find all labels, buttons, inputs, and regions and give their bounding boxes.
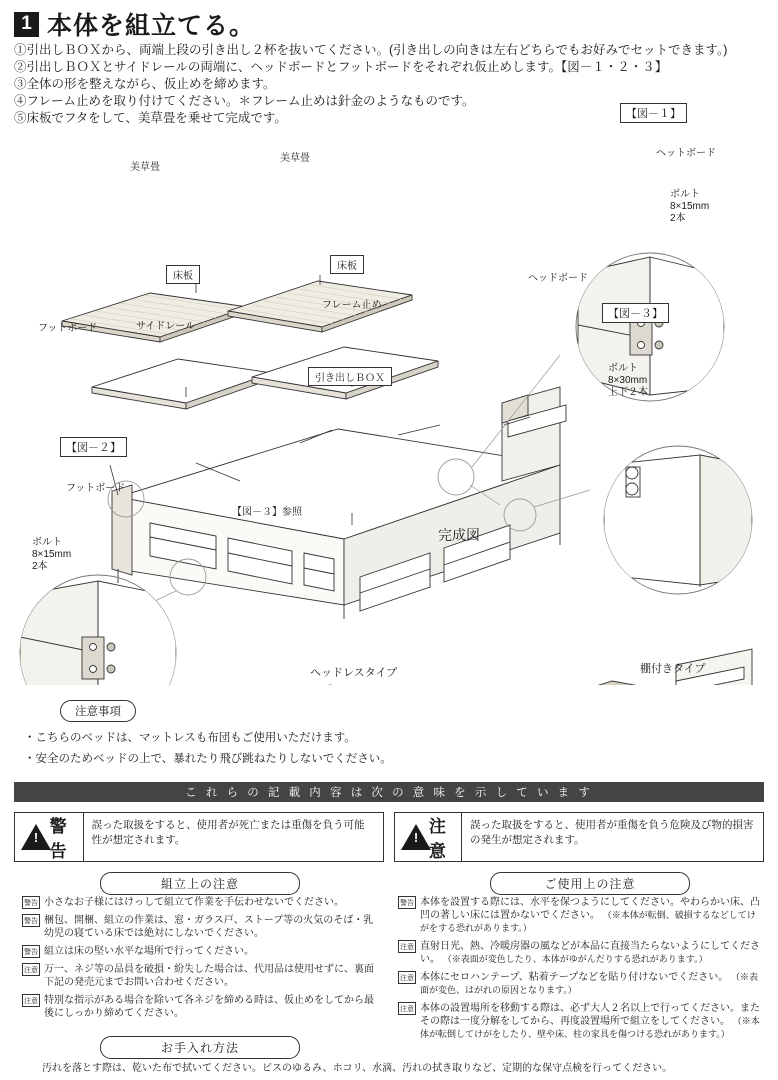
caution-item-text: 組立は床の堅い水平な場所で行ってください。 [44, 946, 254, 957]
step-item: ②引出しＢＯＸとサイドレールの両端に、ヘッドボードとフットボードをそれぞれ仮止めします。【図－１・２・３】 [14, 60, 668, 74]
label-headboard-main: ヘッドボード [528, 273, 588, 284]
usage-item-tag: 注意 [398, 1002, 416, 1015]
fig2-footboard-label: フットボード [66, 483, 126, 494]
step-item: ①引出しＢＯＸから、両端上段の引き出し２杯を抜いてください。(引き出しの向きは左右どちらでもお好みでセットできます。) [14, 43, 728, 57]
finished-type-right: 棚付きタイプ [640, 663, 706, 675]
fig1-bolt-label [670, 189, 709, 225]
fig1-bolt-line3: 2本 [670, 213, 686, 224]
label-tatami-left: 美草畳 [130, 162, 160, 173]
figure-tag-1: 【図－１】 [620, 103, 687, 123]
caution-word: 注意 [428, 817, 447, 861]
usage-item-text: 本体を設置する際には、水平を保つようにしてください。やわらかい床、凸凹の著しい床には置かないでください。 [420, 897, 760, 921]
caution-item [22, 914, 382, 940]
fig1-bolt-line2: 8×15mm [670, 201, 710, 212]
caution-item-tag: 注意 [22, 994, 40, 1007]
fig2-bolt-line1: ボルト [32, 537, 62, 548]
warning-box-danger [14, 812, 384, 862]
caution-item [22, 963, 382, 989]
usage-item-sub: （※表面が変色したり、本体がゆがんだりする恐れがあります。） [442, 954, 708, 964]
notes-heading: 注意事項 [60, 700, 136, 722]
finished-type-left: ヘッドレスタイプ [310, 667, 398, 679]
label-floorboard-right: 床板 [330, 255, 364, 274]
caution-text: 誤った取扱をすると、使用者が重傷を負う危険及び物的損害の発生が想定されます。 [470, 819, 754, 846]
figure-tag-3: 【図－３】 [602, 303, 669, 323]
caution-icon-group [395, 813, 462, 861]
label-footboard: フットボード [38, 323, 98, 334]
fig2-bolt-label [32, 537, 71, 573]
warning-box-caution [394, 812, 764, 862]
meaning-banner: こ れ ら の 記 載 内 容 は 次 の 意 味 を 示 し て い ま す [14, 782, 764, 802]
usage-item-tag: 注意 [398, 971, 416, 984]
fig1-headboard-label: ヘットボード [656, 148, 716, 159]
fig2-bolt-line3: 2本 [32, 561, 48, 572]
fig3-bolt-line1: ボルト [608, 363, 638, 374]
usage-cautions-heading: ご使用上の注意 [490, 872, 690, 895]
label-floorboard-left: 床板 [166, 265, 200, 284]
assembly-cautions-list [22, 896, 382, 1025]
page-title [14, 6, 255, 42]
usage-cautions-list [398, 896, 764, 1046]
step-number-badge: 1 [14, 12, 39, 37]
caution-item-tag: 警告 [22, 914, 40, 927]
caution-triangle-icon [401, 824, 423, 851]
caution-item-text: 小さなお子様にはけっして組立て作業を手伝わせないでください。 [44, 897, 344, 908]
caution-item-tag: 注意 [22, 963, 40, 976]
note-line: ・安全のためベッドの上で、暴れたり飛び跳ねたりしないでください。 [24, 753, 392, 765]
step-item: ⑤床板でフタをして、美草畳を乗せて完成です。 [14, 111, 287, 125]
fig3-bolt-line3: 上下２本 [608, 387, 648, 398]
step-item: ④フレーム止めを取り付けてください。＊フレーム止めは針金のようなものです。 [14, 94, 475, 108]
warning-icon-group [15, 813, 84, 861]
caution-item [22, 945, 382, 958]
label-siderail: サイドレール [136, 321, 196, 332]
usage-item-text: 本体の設置場所を移動する際は、必ず大人２名以上で行ってください。またその際は一度分解をしてから、再度設置場所で組立をしてください。 [420, 1003, 760, 1027]
usage-item-text: 本体にセロハンテープ、粘着テープなどを貼り付けないでください。 [420, 972, 729, 983]
label-drawer-box: 引き出しＢＯＸ [308, 367, 392, 386]
label-frame-stopper: フレーム止め [322, 300, 382, 311]
usage-item-sub: （※表面が変色、はがれの原因となります。） [420, 972, 758, 995]
usage-item-tag: 警告 [398, 896, 416, 909]
step-item: ③全体の形を整えながら、仮止めを締めます。 [14, 77, 276, 91]
caution-item [22, 896, 382, 909]
caution-item-text: 万一、ネジ等の品員を破損・紛失した場合は、代用品は使用せずに、裏面下記の発売元までお問い合わせください。 [44, 964, 374, 988]
caution-item-tag: 警告 [22, 945, 40, 958]
warning-triangle-icon [21, 824, 44, 851]
assembly-cautions-heading: 組立上の注意 [100, 872, 300, 895]
label-tatami-right: 美草畳 [280, 153, 310, 164]
note-line: ・こちらのベッドは、マットレスも布団もご使用いただけます。 [24, 732, 356, 744]
page-title-text: 本体を組立てる。 [47, 12, 256, 40]
fig1-bolt-line1: ボルト [670, 189, 700, 200]
usage-item-sub: （※本体が転倒してけがをしたり、壁や床、柱の家具を傷つける恐れがあります。） [420, 1016, 760, 1039]
fig3-bolt-label [608, 363, 648, 399]
label-fig3-ref: 【図－３】参照 [232, 507, 302, 518]
usage-item [398, 1002, 764, 1041]
caution-item-tag: 警告 [22, 896, 40, 909]
caution-item-text: 梱包、開梱、組立の作業は、窓・ガラス戸、ストーブ等の火気のそば・乳幼児の寝ている床では絶対にしないでください。 [44, 915, 374, 939]
usage-item-sub: （※本体が転倒、破損するなどしてけがをする恐れがあります。） [420, 910, 756, 933]
usage-item [398, 896, 764, 935]
usage-item [398, 971, 764, 997]
care-heading: お手入れ方法 [100, 1036, 300, 1059]
care-text: 汚れを落とす際は、乾いた布で拭いてください。ビスのゆるみ、ホコリ、水滴、汚れの拭き取りなど、定期的な保守点検を行ってください。 [42, 1063, 673, 1074]
warning-word: 警告 [49, 817, 68, 861]
caution-item-text: 特別な指示がある場合を除いて各ネジを締める時は、仮止めをしてから最後にしっかり締めてください。 [44, 995, 374, 1019]
figure-tag-2: 【図－２】 [60, 437, 127, 457]
finished-title: 完成図 [438, 527, 480, 543]
assembly-diagram-svg [0, 125, 778, 685]
usage-item-tag: 注意 [398, 940, 416, 953]
usage-item [398, 940, 764, 966]
fig3-bolt-line2: 8×30mm [608, 375, 648, 386]
usage-item-text: 直射日光、熱、冷暖房器の風などが本品に直接当たらないようにしてください。 [420, 941, 760, 965]
fig2-bolt-line2: 8×15mm [32, 549, 72, 560]
caution-item [22, 994, 382, 1020]
warning-text: 誤った取扱をすると、使用者が死亡または重傷を負う可能性が想定されます。 [91, 819, 365, 846]
